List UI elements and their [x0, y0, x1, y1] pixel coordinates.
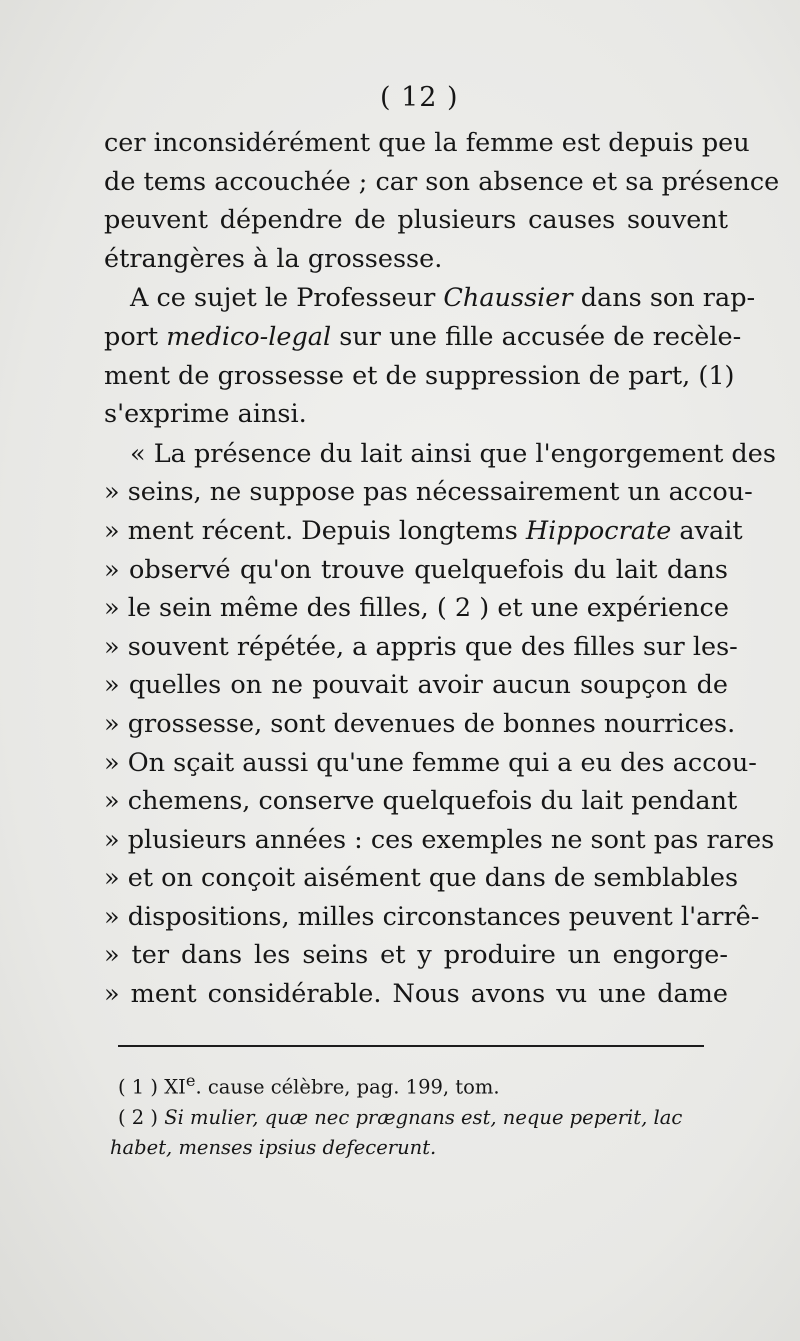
text-line: ment de grossesse et de suppression de part, (1)	[104, 360, 735, 391]
quote-line: » le sein même des filles, ( 2 ) et une expérience	[104, 593, 729, 624]
quote-line: » seins, ne suppose pas nécessairement un accou-	[104, 477, 753, 508]
quote-line: » et on conçoit aisément que dans de semblables	[104, 863, 739, 894]
text-line: peuvent dépendre de plusieurs causes souvent	[104, 205, 728, 236]
footnote-2: ( 2 ) Si mulier, quæ nec prægnans est, neque peperit, lac	[118, 1105, 683, 1129]
body-text	[104, 124, 780, 1014]
name-chaussier: Chaussier	[443, 283, 573, 314]
footnote-1: ( 1 ) XIe. cause célèbre, pag. 199, tom.	[118, 1071, 500, 1099]
text-line: cer inconsidérément que la femme est depuis peu	[104, 128, 750, 158]
page-number: ( 12 )	[380, 82, 459, 113]
quote-line: » dispositions, milles circonstances peuvent l'arrê-	[104, 901, 760, 932]
quote-line: » plusieurs années : ces exemples ne sont pas rares	[104, 824, 775, 855]
quote-line: » ment récent. Depuis longtems Hippocrate avait	[104, 515, 743, 546]
footnote-marker: ( 1 )	[118, 1075, 159, 1099]
footnote-marker: ( 2 )	[118, 1105, 159, 1129]
quote-line: » On sçait aussi qu'une femme qui a eu des accou-	[104, 747, 757, 778]
quote-line: » chemens, conserve quelquefois du lait pendant	[104, 786, 738, 817]
term-medico-legal: medico-legal	[166, 321, 332, 352]
quote-line: » quelles on ne pouvait avoir aucun soupçon de	[104, 670, 728, 701]
text-line: s'exprime ainsi.	[104, 399, 307, 430]
name-hippocrate: Hippocrate	[525, 515, 672, 546]
quote-line: » ter dans les seins et y produire un engorge-	[104, 940, 728, 971]
footnote-2-continued: habet, menses ipsius defecerunt.	[110, 1135, 437, 1159]
quote-line: » ment considérable. Nous avons vu une dame	[104, 979, 728, 1010]
text-line: port medico-legal sur une fille accusée de recèle-	[104, 321, 742, 352]
quote-line: » observé qu'on trouve quelquefois du lait dans	[104, 554, 728, 585]
footnote-divider	[118, 1045, 704, 1047]
quote-line: « La présence du lait ainsi que l'engorgement des	[130, 438, 776, 469]
text-line: étrangères à la grossesse.	[104, 243, 443, 274]
text-line: A ce sujet le Professeur Chaussier dans son rap-	[130, 283, 756, 314]
quote-line: » grossesse, sont devenues de bonnes nourrices.	[104, 708, 736, 739]
quote-line: » souvent répétée, a appris que des filles sur les-	[104, 631, 738, 662]
text-line: de tems accouchée ; car son absence et sa présence	[104, 166, 780, 197]
footnotes	[110, 1066, 730, 1163]
